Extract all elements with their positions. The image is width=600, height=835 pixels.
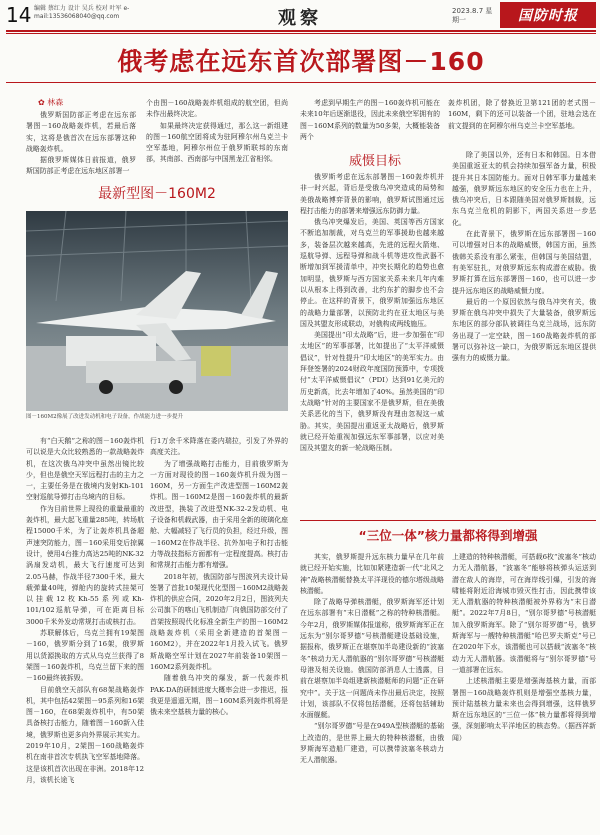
paragraph: 俄罗斯考虑在远东部署图－160轰炸机并非一时兴起，背后是受俄乌冲突造成的局势和美俄战略博弈背景的影响，俄罗斯试图通过远程打击能力的部署来增强远东防御力量。 — [300, 173, 444, 215]
paragraph: 行1万余千米降落在委内瑞拉，引发了外界的高度关注。 — [150, 437, 288, 457]
paragraph: 有“白天鹅”之称的图－160轰炸机可以说是大众比较熟悉的一款战略轰炸机，在这次俄乌冲突中虽然出镜比较少，但也是俄空天军远程打击的主力之一，主要任务是在俄境内发射Kh-101空射巡航导弹打击乌境内的目标。 — [26, 437, 144, 502]
paragraph: 最后的一个原因依然与俄乌冲突有关，俄罗斯在俄乌冲突中损失了大量装备，俄罗斯远东地区的部分部队被调往乌克兰战场，远东防务出现了一定空缺，图－160战略轰炸机的部署可以弥补这一缺口，为俄罗斯远东地区提供强有力的威慑力量。 — [452, 297, 596, 363]
paragraph: 如果最终决定获得通过，那么这一新组建的图－160航空团将成为驻阿穆尔州乌克兰卡空军基地，阿穆尔州位于俄罗斯联邦的东南部，其南部、西南部与中国黑龙江省相邻。 — [146, 121, 288, 164]
paragraph: 除了美国以外，还有日本和韩国。日本借美国重返亚太的机会持续加强军备力量，积极提升其日本国防能力。面对日韩军事力量越来越强，俄罗斯远东地区的安全压力也在上升，俄乌冲突后，日本跟随美国对俄罗斯制裁，远东乌克兰危机的阴影下，两国关系进一步恶化。 — [452, 151, 596, 227]
subhead-deterrence: 威慑目标 — [348, 154, 401, 169]
author-icon: ✿ — [38, 98, 48, 107]
lower-col2-text — [150, 436, 288, 826]
deter-right-text — [452, 150, 596, 512]
paragraph: 据俄罗斯媒体日前报道，俄罗斯国防部正考虑在远东地区部署一 — [26, 156, 136, 176]
photo-title: 最新型图－160M2 — [98, 186, 216, 202]
header-rule-thin — [6, 33, 596, 34]
section-title: 观察 — [278, 8, 322, 29]
col4-text — [448, 98, 596, 144]
paragraph: 除了战略导弹核潜艇，俄罗斯海军还计划在远东部署有“末日潜艇”之称的特种核潜艇。今年2月，俄罗斯媒体报道称，俄罗斯海军正在远东为“别尔哥罗德”号核潜艇建设基础设施，据报称，俄罗斯正在堪察加半岛建设新的“波塞冬”核动力无人潜航器的“别尔哥罗德”号核潜艇母港及相关设施。俄国防部消息人士透露，目前在堪察加半岛组建新核潜艇师的问题“正在研究中”。关于这一问题尚未作出最后决定，按照计划，该部队不仅将包括潜艇，还将包括辅助水面舰艇。 — [300, 598, 444, 720]
paragraph: 作为目前世界上现役的重量最重的轰炸机，最大起飞重量285吨，转场航程15000千米，为了让轰炸机具备超声速突防能力，图－160采用变后掠翼设计，使用4台推力高达25吨的NK-32涡扇发动机，最大飞行速度可达到2.05马赫，作战半径7300千米，最大载弹量40吨，弹舱内的旋转式挂架可以挂载12枚Kh-55系列或Kh-101/102巡航导弹，可在距离目标3000千米外发动常规打击或核打击。 — [26, 504, 144, 626]
paragraph: 考虑到早期生产的图－160轰炸机可能在未来10年后逐渐退役，因此未来俄空军拥有的图－160M系列的数量为50多架，大概能装备两个 — [300, 99, 440, 141]
issue-date: 2023.8.7 星期一 — [452, 7, 493, 24]
paragraph: 上述核潜艇主要是增强海基核力量，而部署图－160战略轰炸机则是增强空基核力量，预计陆基核力量未来也会得到增强，这样俄罗斯在远东地区的“三位一体”核力量都将得到增强，深刻影响太平洋地区的核态势。（据西祥新闻） — [452, 677, 596, 742]
paragraph: 2018年初，俄国防部与图波列夫设计局签署了首批10架现代化型图－160M2战略轰炸机的供应合同，2020年2月2日，图波列夫公司旗下的喀山飞机制造厂向俄国防部交付了首架按照现代化标准全新生产的图－160M2战略轰炸机（采用全新建造的首架图－160M2），并在2022年1月投入试飞。俄罗斯战略空军计划在2027年前装备10架图－160M2系列轰炸机。 — [150, 572, 288, 671]
paragraph: 为了增强战略打击能力，目前俄罗斯为一方面对现役的图－160轰炸机升级为图－160M，另一方面生产改进型图－160M2轰炸机。图－160M2是图－160轰炸机的最新改进型，换装了改进型NK-32-2发动机、电子设备和机载武器，由于采用全新的玻璃化座舱、大幅减轻了飞行员的负担，经过升级，图－160M2在作战半径、抗外加电子和打击能力等战技指标方面都有一定程度提高。核打击和常规打击能力都有增强。 — [150, 459, 288, 570]
paragraph: 俄乌冲突爆发后，美国、英国等西方国家不断追加制裁，对乌克兰的军事援助也越来越多，装备层次越来越高，先进的远程火箭炮、巡航导弹、远程导弹和战斗机等进攻性武器不断增加到军援清单中，冲突长期化的趋势也愈加明显，俄罗斯与西方国家关系未来几年内难以从根本上得到改善，北约东扩的脚步也不会停止。在这样的背景下，俄罗斯加强远东地区的战略力量部署，以预防北约在亚太地区与美国及其盟友形成联动，对俄构成两线施压。 — [300, 218, 444, 328]
paragraph: 轰炸机团，除了替换近卫第121团的老式图－160M，剩下的还可以装备一个团，驻地会选在前文提到的在阿穆尔州乌克兰卡空军基地。 — [448, 99, 596, 130]
editor-info: 编辑 蔡红力 设计 吴兵 校对 叶军 e-mail:13536068040@qq.com — [34, 5, 130, 20]
photo-caption: 图－160M2像展了改进发动机和电子设备，作战能力进一步提升 — [26, 414, 184, 420]
paragraph: “别尔哥罗德”号是在949A型核潜艇的基础上改造的，是世界上最大的特种核潜艇，由俄罗斯海军造船厂建造，可以携带波塞冬核动力无人潜航器。 — [300, 722, 444, 765]
headline-rule — [6, 82, 596, 83]
paragraph: 目前俄空天部队有68架战略轰炸机，其中包括42架图－95系列和16架图－160，在68架轰炸机中，有50架具备核打击能力，随着图－160新入佳境，俄罗斯也更多向外界展示其实力。2019年10月，2架图－160战略轰炸机在南非首次专机执飞空军基地降落。这是该机首次出现在非洲。2018年12月，该机长途飞 — [26, 685, 144, 784]
paragraph: 个由图－160战略轰炸机组成的航空团，但尚未作出最终决定。 — [146, 99, 288, 119]
paragraph: 上建造的特种核潜艇，可搭载6枚“波塞冬”核动力无人潜航器，“波塞冬”能够将核弹头运送到潜在敌人的海岸，可在海岸线引爆，引发的海啸能将附近沿海城市毁灭性打击，因此携带该无人潜航器的特种核潜艇被外界称为“末日潜艇”。2022年7月8日，“别尔哥罗德”号核潜艇加入俄罗斯海军。除了“别尔哥罗德”号，俄罗斯海军与一艘特种核潜艇“哈巴罗夫斯克”号已在2020年下水，该潜艇也可以搭载“波塞冬”核动力无人潜航器。该潜艇将与“别尔哥罗德”号一道部署在远东。 — [452, 553, 596, 674]
lower-col1-text — [26, 436, 144, 826]
masthead-logo: 国防时报 — [500, 2, 596, 28]
bomber-photo — [26, 211, 288, 411]
author-byline — [38, 97, 63, 108]
paragraph: 在此背景下，俄罗斯在远东部署图－160可以增强对日本的战略威慑，韩国方面，虽然俄韩关系没有那么紧张，但韩国与美国结盟，有美军驻扎，对俄罗斯远东构成潜在威胁。俄罗斯打算在远东部署图－160，也可以进一步提升远东地区的战略威慑力度。 — [452, 230, 596, 295]
hangar-illustration — [26, 211, 288, 411]
triad-left-text — [300, 552, 444, 828]
triad-right-text — [452, 552, 596, 828]
deter-left-text — [300, 172, 444, 512]
paragraph: 随着俄乌冲突的爆发，新一代轰炸机PAK-DA的研制进度大概率会进一步推迟，报我更是遥遥无期，图－160M系列轰炸机将是俄未来空基核力量的核心。 — [150, 674, 288, 717]
page-number: 14 — [6, 3, 32, 27]
col3-text — [300, 98, 440, 144]
subhead-triad: “三位一体”核力量都将得到增强 — [358, 528, 538, 543]
section-divider — [300, 520, 596, 521]
paragraph: 俄罗斯国防部正考虑在远东部署图－160战略轰炸机，若最后落实，这将是俄首次在远东部署这种战略轰炸机。 — [26, 111, 136, 153]
paragraph: 苏联解体后，乌克兰拥有19架图－160，俄罗斯分到了16架，俄罗斯用以货源换取的方式从乌克兰获得了8架图－160轰炸机，乌克兰留下来的图－160最终被拆毁。 — [26, 629, 144, 683]
author-name: 林森 — [47, 98, 64, 107]
paragraph: 美国提出“印太战略”后，进一步加强在“印太地区”的军事部署，比如提出了“太平洋威慑倡议”，针对性提升“印太地区”的美军实力。由拜登签署的2024财政年度国防预算中，专项拨付“太平洋威慑倡议”（PDI）达到91亿美元的历史新高，比去年增加了40%。虽然美国的“印太战略”针对的主要国家不是俄罗斯，但在美俄关系恶化的当下，俄罗斯没有理由忽视这一威胁。其实，美国提出重返亚太战略后，俄罗斯就已经开始重视加强远东军事部署，以应对美国及其盟友的新一轮战略压制。 — [300, 331, 444, 453]
col2-text — [146, 98, 288, 168]
paragraph: 其实，俄罗斯提升远东核力量早在几年前就已经开始实施，比如加紧建造新一代“北风之神”战略核潜艇替换太平洋现役的德尔塔级战略核潜艇。 — [300, 553, 444, 595]
header-rule — [6, 30, 596, 32]
headline: 俄考虑在远东首次部署图－160 — [117, 47, 485, 76]
